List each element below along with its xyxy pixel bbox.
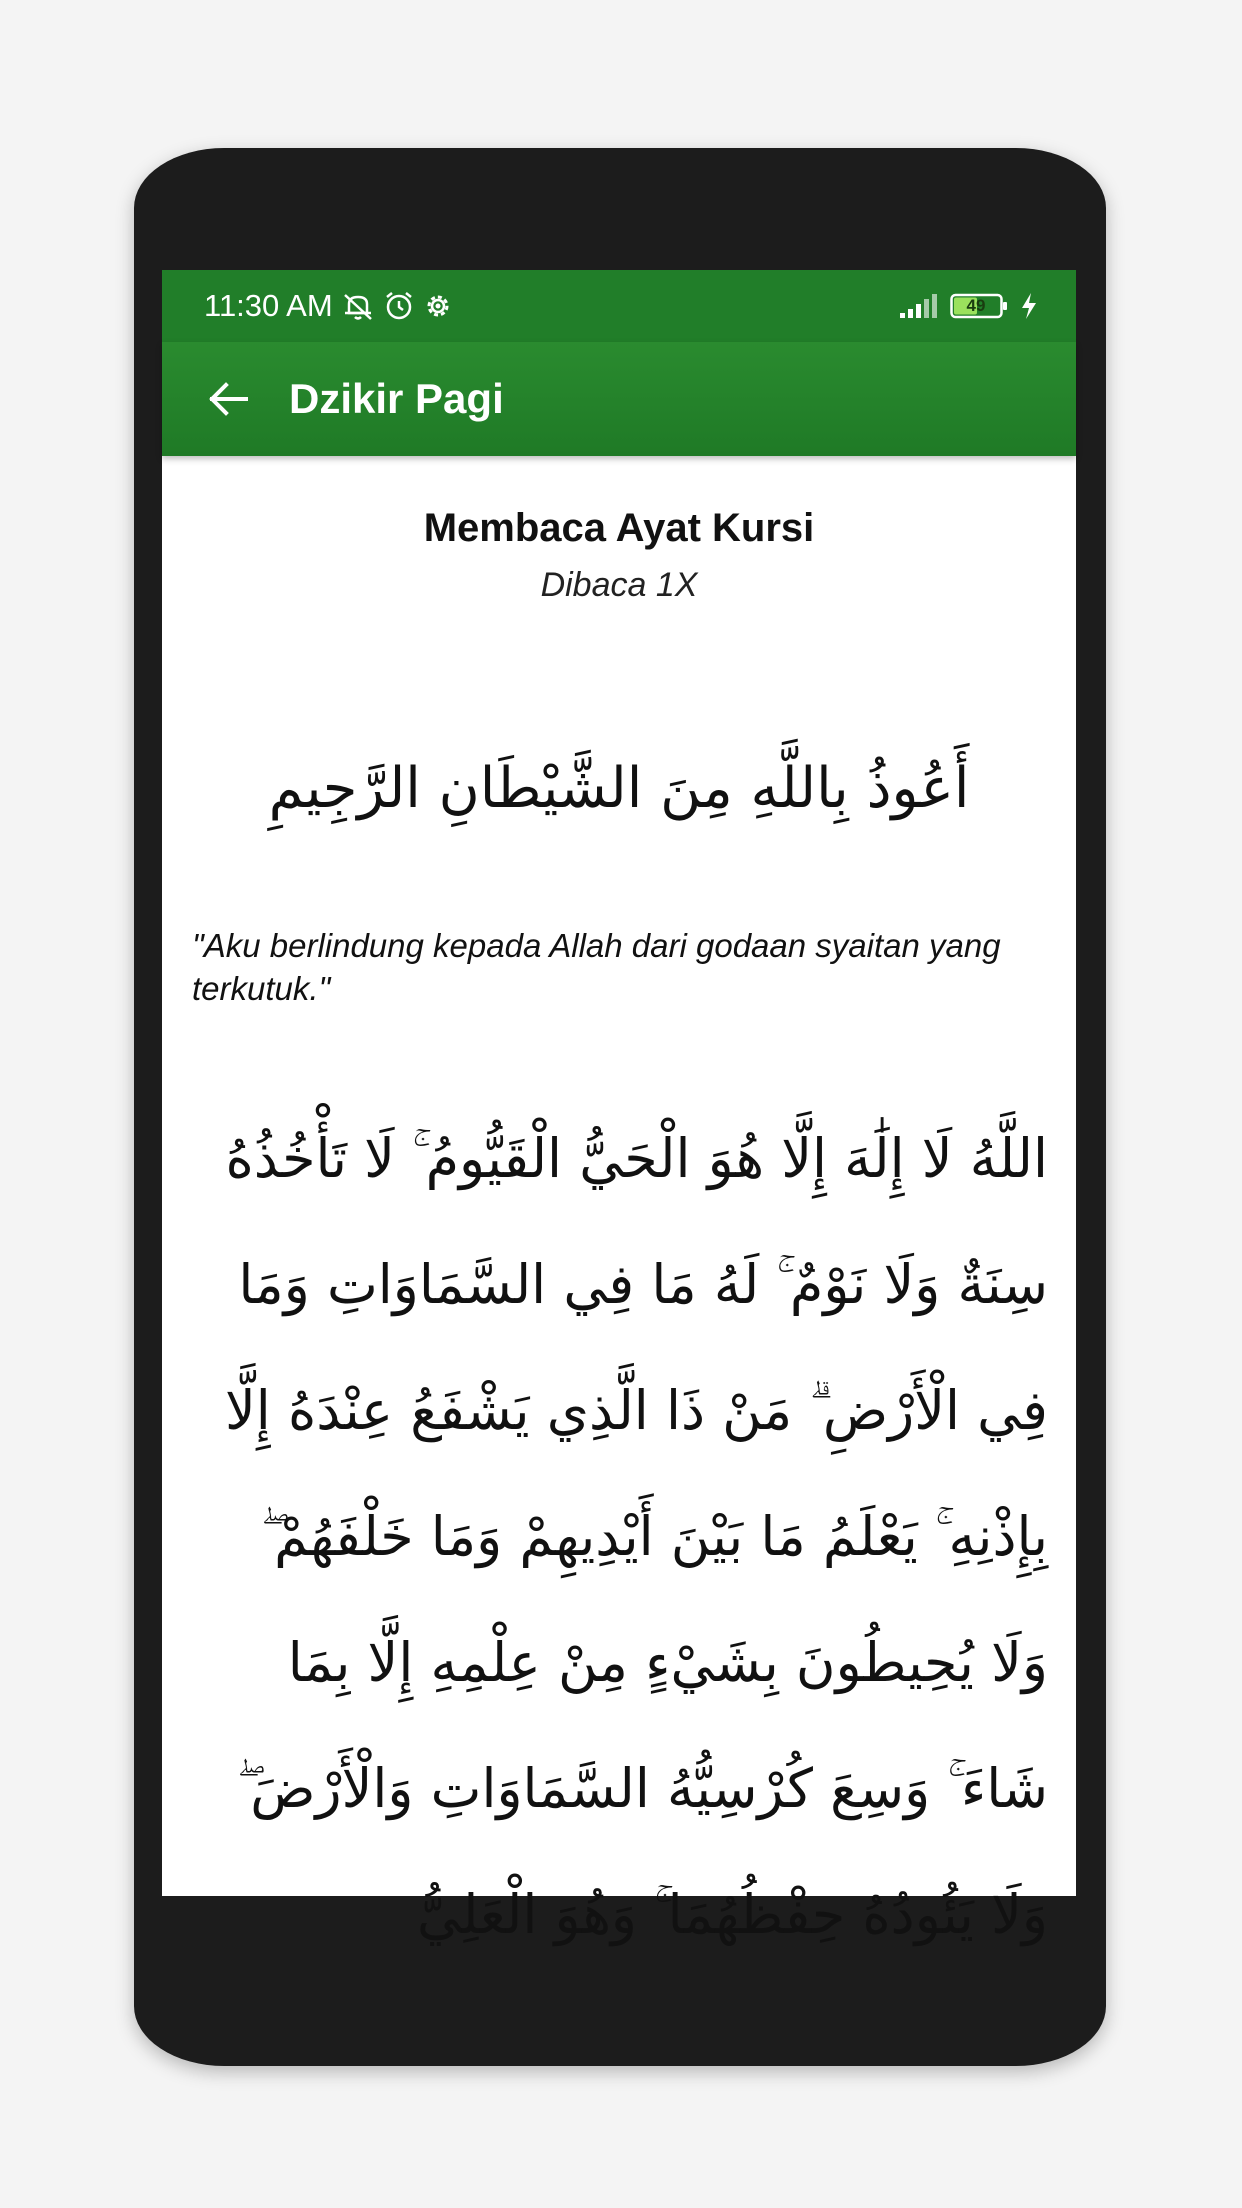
taawudz-translation: "Aku berlindung kepada Allah dari godaan syaitan yang terkutuk." [192, 927, 1001, 1007]
signal-icon [898, 293, 938, 319]
mute-icon [341, 291, 375, 321]
battery-level: 49 [966, 296, 986, 315]
status-bar [162, 270, 1076, 342]
arabic-taawudz: أَعُوذُ بِاللَّهِ مِنَ الشَّيْطَانِ الرَّجِيمِ [268, 756, 970, 821]
status-time: 11:30 AM [204, 288, 333, 323]
ayat-kursi-arabic: اللَّهُ لَا إِلَٰهَ إِلَّا هُوَ الْحَيُّ الْقَيُّومُ ۚ لَا تَأْخُذُهُ سِنَةٌ وَلَا نَوْمٌ ۚ لَهُ مَا فِي السَّمَاوَاتِ وَمَا فِي الْأَرْضِ ۗ مَنْ ذَا الَّذِي يَشْفَعُ عِنْدَهُ إِلَّا بِإِذْنِهِ ۚ يَعْلَمُ مَا بَيْنَ أَيْدِيهِمْ وَمَا خَلْفَهُمْ ۖ وَلَا يُحِيطُونَ بِشَيْءٍ مِنْ عِلْمِهِ إِلَّا بِمَا شَاءَ ۚ وَسِعَ كُرْسِيُّهُ السَّمَاوَاتِ وَالْأَرْضَ ۖ وَلَا يَئُودُهُ حِفْظُهُمَا ۚ وَهُوَ الْعَلِيُّ [225, 1127, 1048, 1946]
charging-icon [1020, 292, 1038, 320]
alarm-icon [383, 290, 415, 322]
phone-screen [162, 270, 1076, 1946]
dzikir-title: Membaca Ayat Kursi [423, 506, 815, 550]
gear-icon [423, 291, 453, 321]
dzikir-repeat-count: Dibaca 1X [540, 566, 698, 604]
arrow-left-icon [206, 377, 250, 421]
battery-icon [950, 292, 1008, 320]
status-left [204, 270, 453, 342]
status-right [898, 270, 1038, 342]
page-title: Dzikir Pagi [289, 375, 504, 422]
app-bar [162, 342, 1076, 456]
back-button[interactable] [198, 369, 258, 429]
